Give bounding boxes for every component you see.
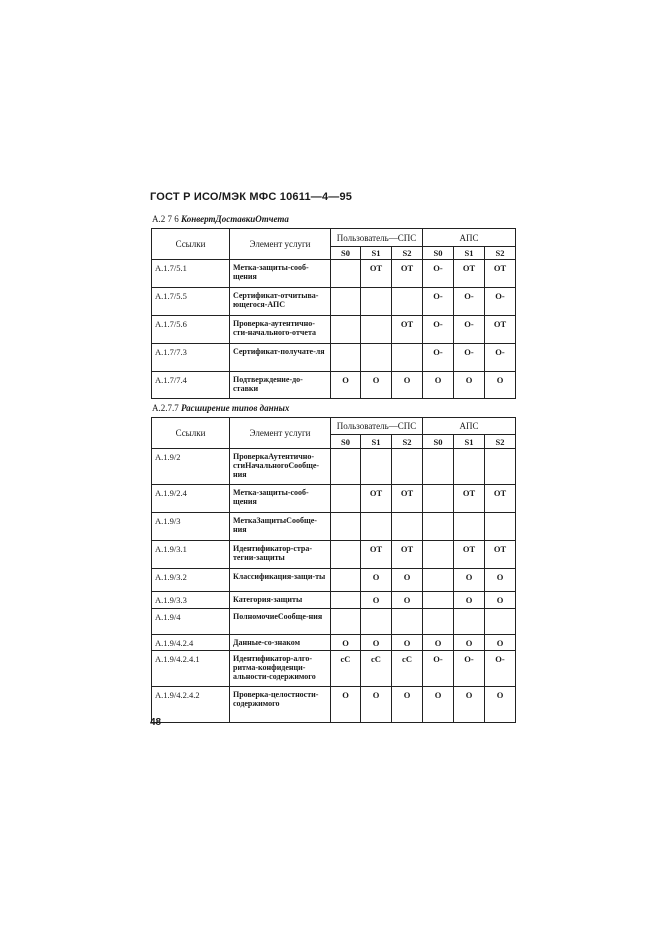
- column-group-aps: АПС: [423, 418, 516, 435]
- cell-value: [361, 513, 392, 541]
- cell-value: О: [485, 569, 516, 592]
- cell-value: О: [361, 372, 392, 399]
- table2-caption-title: Расширение типов данных: [181, 403, 290, 413]
- column-header-user-sps-s0: S0: [331, 247, 361, 260]
- cell-value: О-: [423, 288, 454, 316]
- cell-element: Метка-защиты-сооб-щения: [230, 260, 331, 288]
- cell-value: О: [361, 592, 392, 609]
- column-header-aps-s0: S0: [423, 247, 454, 260]
- table2-caption: [152, 403, 289, 413]
- table-row: [152, 372, 516, 399]
- cell-ref: А.1.9/4.2.4.2: [152, 687, 230, 723]
- table-rasshirenie-tipov-dannyh: [151, 417, 516, 723]
- cell-ref: А.1.9/3: [152, 513, 230, 541]
- cell-value: ОТ: [361, 541, 392, 569]
- cell-value: О: [392, 592, 423, 609]
- cell-value: [423, 569, 454, 592]
- table1-caption-number: А.2 7 6: [152, 214, 179, 224]
- table-row: [152, 541, 516, 569]
- cell-value: О: [361, 687, 392, 723]
- cell-value: О: [454, 372, 485, 399]
- cell-ref: А.1.9/4.2.4.1: [152, 651, 230, 687]
- cell-value: ОТ: [485, 260, 516, 288]
- cell-ref: А.1.7/7.3: [152, 344, 230, 372]
- cell-value: О: [454, 592, 485, 609]
- cell-element: Сертификат-получате-ля: [230, 344, 331, 372]
- column-header-element: Элемент услуги: [230, 229, 331, 260]
- cell-value: О: [331, 687, 361, 723]
- cell-value: О: [423, 687, 454, 723]
- cell-value: О: [331, 372, 361, 399]
- column-header-user-sps-s0: S0: [331, 435, 361, 449]
- cell-value: О: [485, 372, 516, 399]
- cell-value: [485, 449, 516, 485]
- column-header-aps-s0: S0: [423, 435, 454, 449]
- table1-caption-title: КонвертДоставкиОтчета: [181, 214, 289, 224]
- cell-value: ОТ: [361, 260, 392, 288]
- table-row: [152, 635, 516, 651]
- table1-caption: [152, 214, 289, 224]
- cell-value: О: [454, 687, 485, 723]
- cell-element: Категория-защиты: [230, 592, 331, 609]
- cell-value: ОТ: [485, 541, 516, 569]
- cell-value: ОТ: [392, 541, 423, 569]
- cell-element: Классификация-защи-ты: [230, 569, 331, 592]
- cell-value: О-: [485, 344, 516, 372]
- table-konvert-dostavki-otcheta: [151, 228, 516, 399]
- column-header-aps-s1: S1: [454, 435, 485, 449]
- table-row: [152, 651, 516, 687]
- column-header-ref: Ссылки: [152, 229, 230, 260]
- cell-value: [331, 541, 361, 569]
- cell-value: О: [423, 372, 454, 399]
- table-row: [152, 687, 516, 723]
- cell-ref: А.1.9/4: [152, 609, 230, 635]
- table-body: [152, 449, 516, 723]
- cell-element: МеткаЗащитыСообще-ния: [230, 513, 331, 541]
- cell-value: О-: [423, 260, 454, 288]
- cell-value: [361, 344, 392, 372]
- cell-ref: А.1.7/5.6: [152, 316, 230, 344]
- column-header-ref: Ссылки: [152, 418, 230, 449]
- cell-value: О-: [454, 651, 485, 687]
- document-header: ГОСТ Р ИСО/МЭК МФС 10611—4—95: [150, 191, 353, 203]
- cell-value: [485, 609, 516, 635]
- cell-ref: А.1.9/3.1: [152, 541, 230, 569]
- cell-ref: А.1.9/4.2.4: [152, 635, 230, 651]
- table-row: [152, 449, 516, 485]
- cell-element: Данные-со-знаком: [230, 635, 331, 651]
- cell-value: [454, 449, 485, 485]
- cell-value: [361, 449, 392, 485]
- cell-value: [361, 609, 392, 635]
- cell-value: О: [392, 687, 423, 723]
- table-row: [152, 609, 516, 635]
- column-group-aps: АПС: [423, 229, 516, 247]
- cell-value: ОТ: [485, 485, 516, 513]
- cell-value: [392, 609, 423, 635]
- cell-element: Проверка-аутентично-сти-начального-отчета: [230, 316, 331, 344]
- cell-value: ОТ: [392, 485, 423, 513]
- cell-element: ПроверкаАутентично-стиНачальногоСообще-ния: [230, 449, 331, 485]
- table-body: [152, 260, 516, 399]
- cell-value: [392, 288, 423, 316]
- cell-ref: А.1.7/5.1: [152, 260, 230, 288]
- cell-value: [331, 344, 361, 372]
- cell-value: [485, 513, 516, 541]
- cell-value: [392, 449, 423, 485]
- cell-element: Подтверждение-до-ставки: [230, 372, 331, 399]
- cell-element: Идентификатор-стра-тегии-защиты: [230, 541, 331, 569]
- cell-value: сС: [331, 651, 361, 687]
- table-row: [152, 513, 516, 541]
- cell-value: О: [454, 569, 485, 592]
- table-row: [152, 592, 516, 609]
- column-group-user-sps: Пользователь—СПС: [331, 418, 423, 435]
- cell-value: О: [454, 635, 485, 651]
- table-row: [152, 260, 516, 288]
- cell-value: [331, 609, 361, 635]
- cell-value: ОТ: [361, 485, 392, 513]
- table-row: [152, 316, 516, 344]
- cell-value: [392, 344, 423, 372]
- cell-value: ОТ: [454, 541, 485, 569]
- cell-value: ОТ: [454, 260, 485, 288]
- column-header-aps-s2: S2: [485, 435, 516, 449]
- cell-value: О: [331, 635, 361, 651]
- column-header-element: Элемент услуги: [230, 418, 331, 449]
- cell-value: [361, 288, 392, 316]
- cell-value: О: [392, 372, 423, 399]
- column-header-user-sps-s2: S2: [392, 435, 423, 449]
- table-row: [152, 344, 516, 372]
- table-row: [152, 485, 516, 513]
- cell-value: [423, 449, 454, 485]
- cell-value: О: [485, 592, 516, 609]
- cell-value: О: [485, 635, 516, 651]
- cell-value: [331, 288, 361, 316]
- cell-value: О-: [454, 344, 485, 372]
- cell-value: О-: [485, 651, 516, 687]
- cell-value: [423, 609, 454, 635]
- cell-value: О-: [485, 288, 516, 316]
- column-header-aps-s2: S2: [485, 247, 516, 260]
- cell-value: О-: [423, 651, 454, 687]
- cell-value: ОТ: [392, 316, 423, 344]
- table-row: [152, 288, 516, 316]
- cell-value: [392, 513, 423, 541]
- cell-ref: А.1.9/2: [152, 449, 230, 485]
- cell-value: [423, 592, 454, 609]
- column-header-user-sps-s1: S1: [361, 435, 392, 449]
- cell-element: ПолномочиеСообще-ния: [230, 609, 331, 635]
- cell-ref: А.1.9/2.4: [152, 485, 230, 513]
- cell-ref: А.1.7/7.4: [152, 372, 230, 399]
- table-row: [152, 569, 516, 592]
- cell-value: [423, 541, 454, 569]
- cell-value: [331, 316, 361, 344]
- cell-value: [423, 513, 454, 541]
- table2-caption-number: А.2.7.7: [152, 403, 179, 413]
- cell-value: [454, 513, 485, 541]
- cell-value: О: [423, 635, 454, 651]
- cell-value: О: [392, 569, 423, 592]
- cell-element: Идентификатор-алго-ритма-конфиденци-альности-содержимого: [230, 651, 331, 687]
- cell-value: О: [392, 635, 423, 651]
- cell-element: Метка-защиты-сооб-щения: [230, 485, 331, 513]
- cell-value: [454, 609, 485, 635]
- column-header-user-sps-s2: S2: [392, 247, 423, 260]
- cell-value: [331, 485, 361, 513]
- cell-ref: А.1.9/3.2: [152, 569, 230, 592]
- cell-value: сС: [392, 651, 423, 687]
- cell-value: [423, 485, 454, 513]
- cell-value: ОТ: [485, 316, 516, 344]
- cell-value: ОТ: [454, 485, 485, 513]
- cell-value: О: [361, 635, 392, 651]
- cell-value: [331, 449, 361, 485]
- cell-element: Сертификат-отчитыва-ющегося-АПС: [230, 288, 331, 316]
- column-header-user-sps-s1: S1: [361, 247, 392, 260]
- cell-value: О-: [423, 316, 454, 344]
- column-group-user-sps: Пользователь—СПС: [331, 229, 423, 247]
- cell-ref: А.1.9/3.3: [152, 592, 230, 609]
- cell-value: сС: [361, 651, 392, 687]
- page-number: 48: [150, 717, 162, 728]
- column-header-aps-s1: S1: [454, 247, 485, 260]
- cell-value: [331, 513, 361, 541]
- cell-value: О: [485, 687, 516, 723]
- cell-value: О-: [454, 288, 485, 316]
- cell-value: ОТ: [392, 260, 423, 288]
- cell-element: Проверка-целостности-содержимого: [230, 687, 331, 723]
- cell-value: О-: [454, 316, 485, 344]
- cell-value: О: [361, 569, 392, 592]
- cell-value: [361, 316, 392, 344]
- cell-value: [331, 592, 361, 609]
- cell-value: [331, 569, 361, 592]
- cell-value: О-: [423, 344, 454, 372]
- cell-ref: А.1.7/5.5: [152, 288, 230, 316]
- cell-value: [331, 260, 361, 288]
